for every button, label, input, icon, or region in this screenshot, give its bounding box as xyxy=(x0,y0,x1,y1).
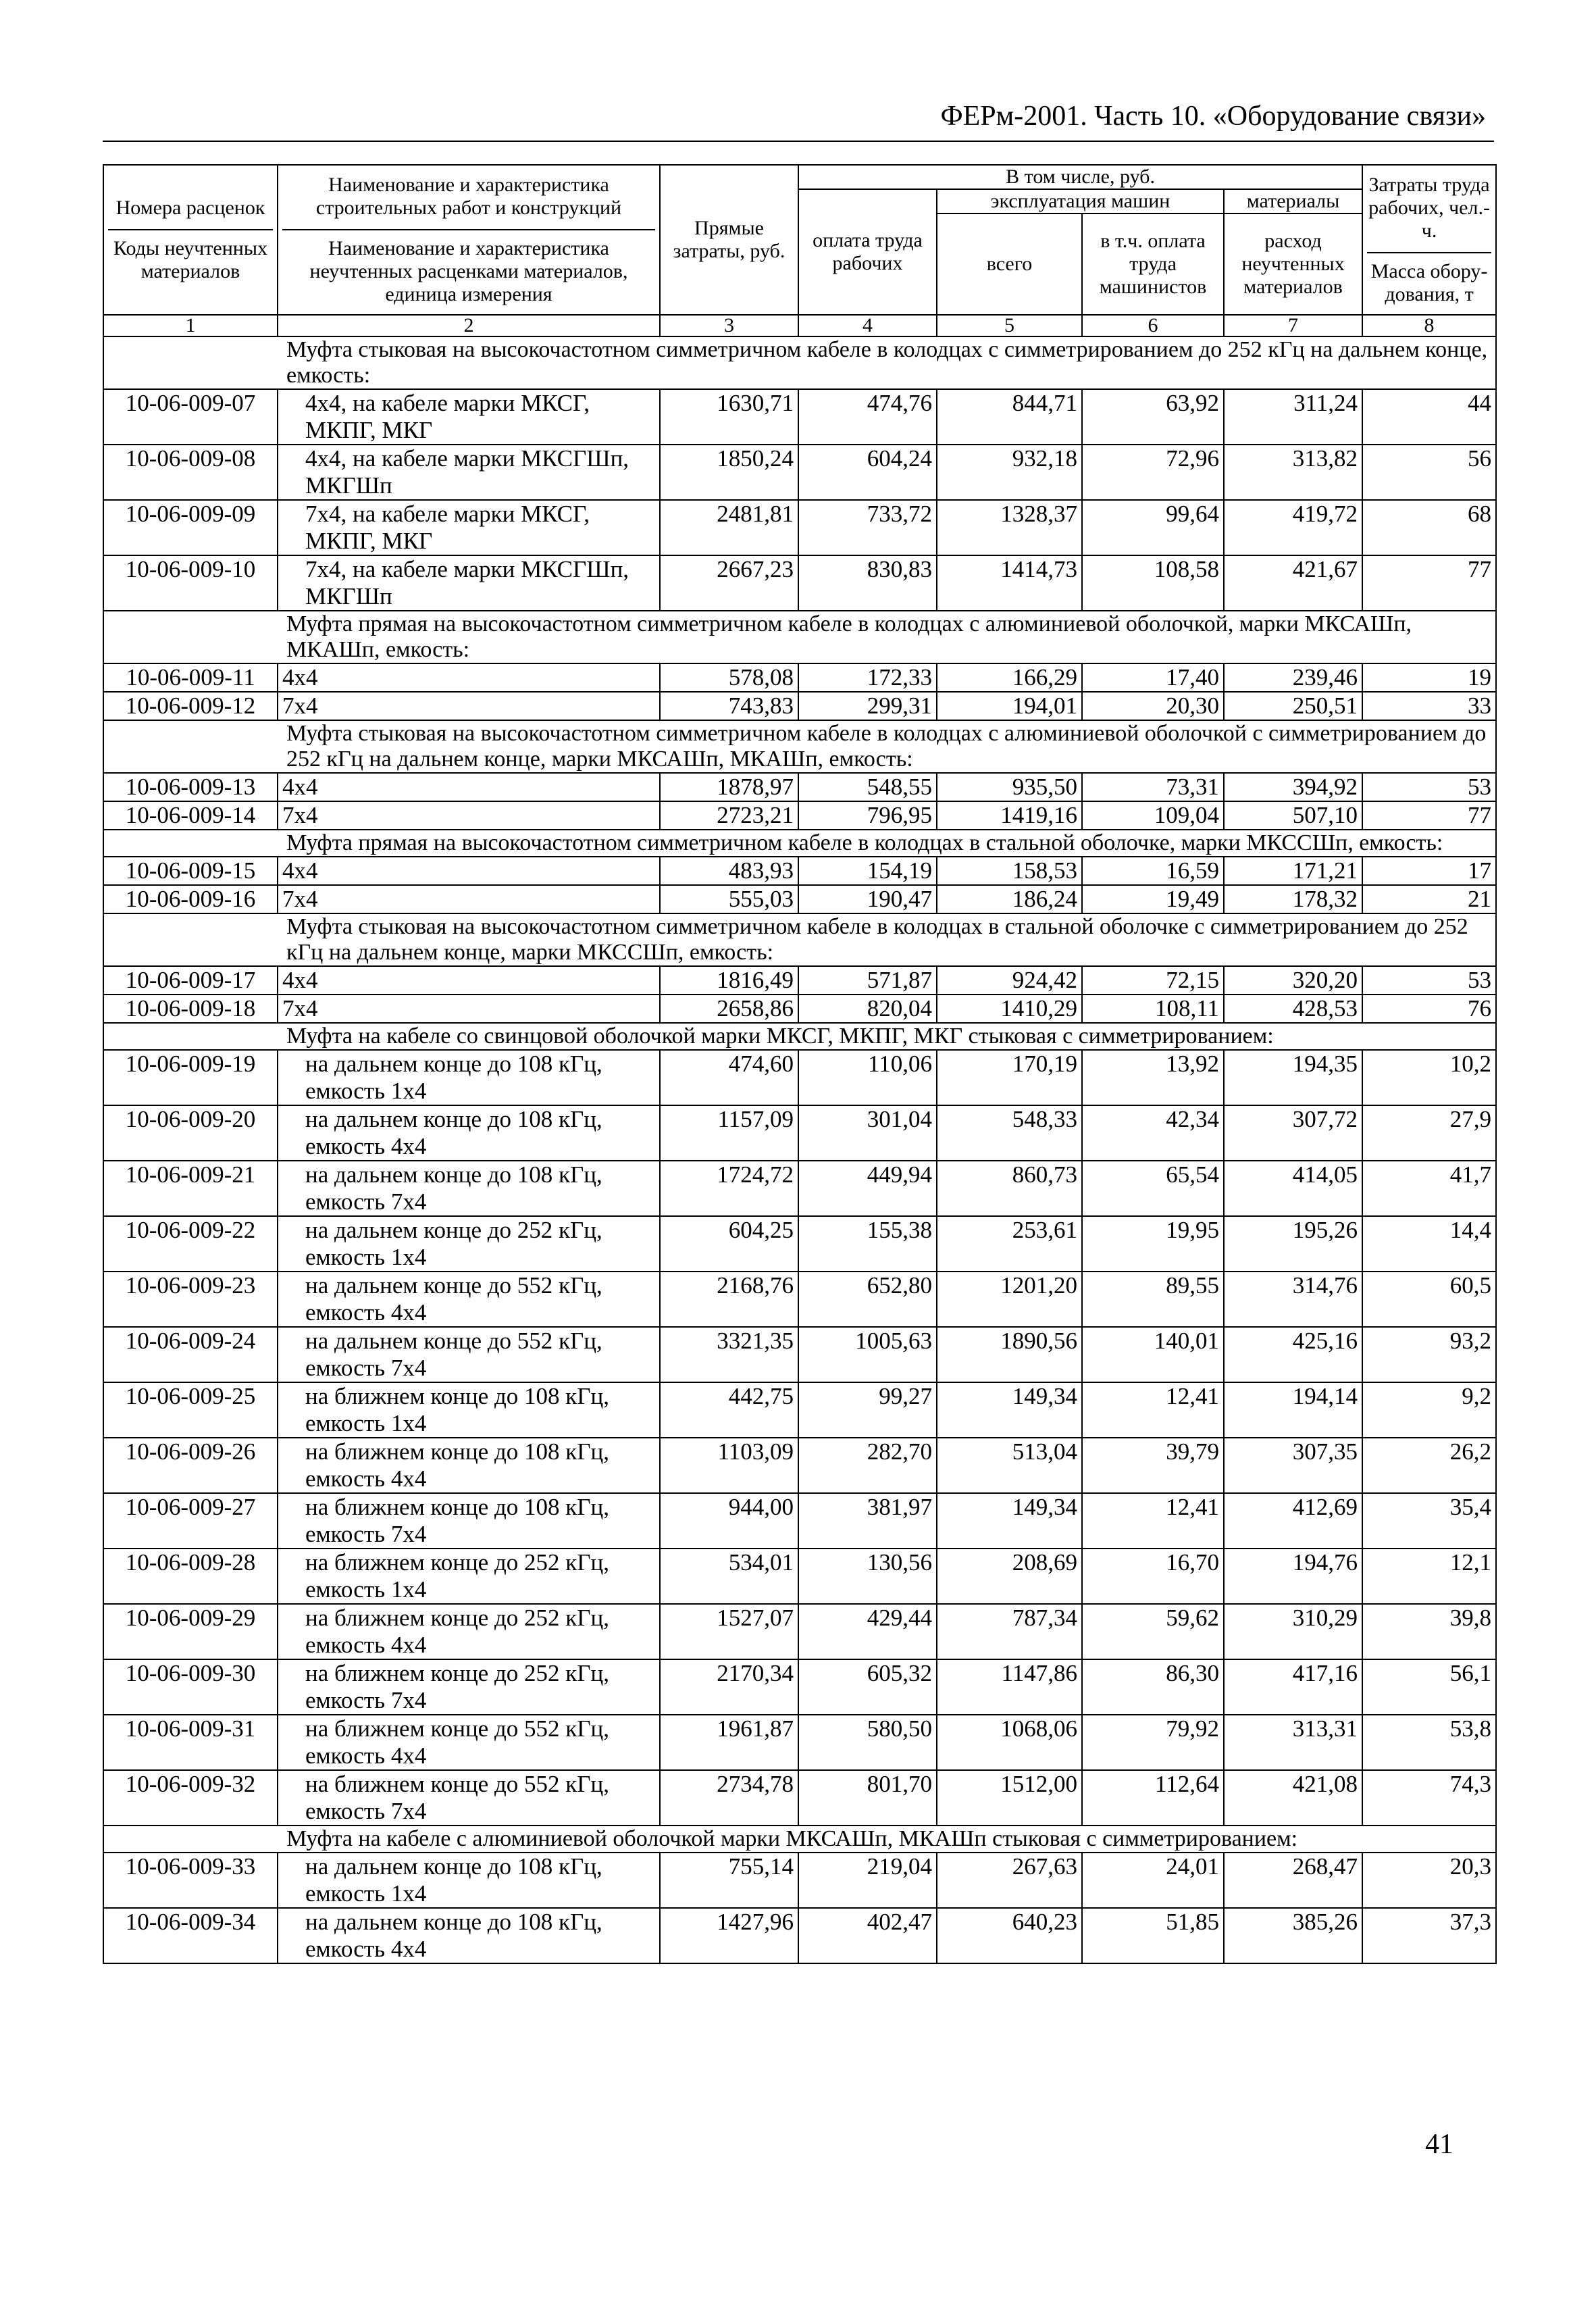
rate-code-cell: 10-06-009-23 xyxy=(103,1272,278,1327)
materials-cell: 419,72 xyxy=(1224,500,1362,555)
work-name-cell: на ближнем конце до 552 кГц, емкость 4х4 xyxy=(278,1715,660,1770)
machinists-pay-cell: 79,92 xyxy=(1082,1715,1224,1770)
direct-cost-cell: 1850,24 xyxy=(660,445,798,500)
direct-cost-cell: 442,75 xyxy=(660,1382,798,1438)
machinists-pay-cell: 99,64 xyxy=(1082,500,1224,555)
header-col3: Прямые затраты, руб. xyxy=(660,165,798,315)
machines-total-cell: 1512,00 xyxy=(937,1770,1082,1826)
labor-pay-cell: 299,31 xyxy=(798,692,937,720)
machines-total-cell: 932,18 xyxy=(937,445,1082,500)
work-name-cell: на дальнем конце до 552 кГц, емкость 7х4 xyxy=(278,1327,660,1382)
work-name-cell: на ближнем конце до 108 кГц, емкость 4х4 xyxy=(278,1438,660,1493)
labor-pay-cell: 402,47 xyxy=(798,1908,937,1963)
materials-cell: 313,82 xyxy=(1224,445,1362,500)
section-title: Муфта стыковая на высокочастотном симметричном кабеле в колодцах с симметрированием до 252 кГц на дальнем конце, емкость: xyxy=(103,336,1496,389)
section-title: Муфта прямая на высокочастотном симметричном кабеле в колодцах в стальной оболочке, марки МКССШп, емкость: xyxy=(103,830,1496,857)
work-name-cell: 4х4, на кабеле марки МКСГ, МКПГ, МКГ xyxy=(278,389,660,445)
labor-hours-cell: 26,2 xyxy=(1362,1438,1496,1493)
direct-cost-cell: 1103,09 xyxy=(660,1438,798,1493)
header-col2 xyxy=(278,165,660,315)
machines-total-cell: 1890,56 xyxy=(937,1327,1082,1382)
machines-total-cell: 1414,73 xyxy=(937,555,1082,611)
running-header: ФЕРм-2001. Часть 10. «Оборудование связи» xyxy=(940,101,1486,132)
direct-cost-cell: 1527,07 xyxy=(660,1604,798,1659)
table-row xyxy=(103,1853,1496,1908)
machinists-pay-cell: 86,30 xyxy=(1082,1659,1224,1715)
rate-code-cell: 10-06-009-25 xyxy=(103,1382,278,1438)
table-row xyxy=(103,1493,1496,1549)
table-row xyxy=(103,663,1496,692)
header-col2-top: Наименование и характеристика строительных работ и конструкций xyxy=(315,174,622,219)
machines-total-cell: 149,34 xyxy=(937,1382,1082,1438)
machinists-pay-cell: 109,04 xyxy=(1082,801,1224,830)
materials-cell: 239,46 xyxy=(1224,663,1362,692)
direct-cost-cell: 604,25 xyxy=(660,1216,798,1272)
work-name-cell: на дальнем конце до 108 кГц, емкость 4х4 xyxy=(278,1908,660,1963)
table-row xyxy=(103,773,1496,801)
direct-cost-cell: 1816,49 xyxy=(660,966,798,995)
direct-cost-cell: 2667,23 xyxy=(660,555,798,611)
labor-pay-cell: 580,50 xyxy=(798,1715,937,1770)
section-title: Муфта стыковая на высокочастотном симметричном кабеле в колодцах с алюминиевой оболочкой с симметрированием до 252 кГц на дальнем конце, марки МКСАШп, МКАШп, емкость: xyxy=(103,720,1496,773)
labor-hours-cell: 14,4 xyxy=(1362,1216,1496,1272)
machines-total-cell: 1201,20 xyxy=(937,1272,1082,1327)
rate-code-cell: 10-06-009-15 xyxy=(103,857,278,885)
table-row xyxy=(103,1327,1496,1382)
labor-hours-cell: 33 xyxy=(1362,692,1496,720)
labor-hours-cell: 77 xyxy=(1362,555,1496,611)
table-row xyxy=(103,1604,1496,1659)
table-row xyxy=(103,1382,1496,1438)
machines-total-cell: 513,04 xyxy=(937,1438,1082,1493)
machines-total-cell: 186,24 xyxy=(937,885,1082,913)
page-number: 41 xyxy=(1425,2129,1453,2160)
machines-total-cell: 844,71 xyxy=(937,389,1082,445)
work-name-cell: 4х4, на кабеле марки МКСГШп, МКГШп xyxy=(278,445,660,500)
section-header-row xyxy=(103,336,1496,389)
header-col7: расход неучтенных материалов xyxy=(1224,213,1362,315)
table-row xyxy=(103,1438,1496,1493)
direct-cost-cell: 944,00 xyxy=(660,1493,798,1549)
machinists-pay-cell: 140,01 xyxy=(1082,1327,1224,1382)
machinists-pay-cell: 63,92 xyxy=(1082,389,1224,445)
header-materials: материалы xyxy=(1224,189,1362,213)
labor-pay-cell: 548,55 xyxy=(798,773,937,801)
machinists-pay-cell: 65,54 xyxy=(1082,1161,1224,1216)
rate-code-cell: 10-06-009-24 xyxy=(103,1327,278,1382)
direct-cost-cell: 1878,97 xyxy=(660,773,798,801)
header-col1-bottom: Коды неучтенных материалов xyxy=(108,229,273,283)
work-name-cell: на ближнем конце до 252 кГц, емкость 4х4 xyxy=(278,1604,660,1659)
direct-cost-cell: 755,14 xyxy=(660,1853,798,1908)
rate-code-cell: 10-06-009-29 xyxy=(103,1604,278,1659)
rate-code-cell: 10-06-009-28 xyxy=(103,1549,278,1604)
materials-cell: 195,26 xyxy=(1224,1216,1362,1272)
column-number: 1 xyxy=(103,315,278,336)
materials-cell: 250,51 xyxy=(1224,692,1362,720)
column-number: 6 xyxy=(1082,315,1224,336)
materials-cell: 421,08 xyxy=(1224,1770,1362,1826)
labor-hours-cell: 37,3 xyxy=(1362,1908,1496,1963)
labor-pay-cell: 429,44 xyxy=(798,1604,937,1659)
labor-hours-cell: 39,8 xyxy=(1362,1604,1496,1659)
rate-code-cell: 10-06-009-10 xyxy=(103,555,278,611)
materials-cell: 307,35 xyxy=(1224,1438,1362,1493)
machinists-pay-cell: 16,70 xyxy=(1082,1549,1224,1604)
labor-hours-cell: 44 xyxy=(1362,389,1496,445)
labor-pay-cell: 110,06 xyxy=(798,1050,937,1105)
header-col2-bottom: Наименование и характеристика неучтенных расценками материалов, единица измерения xyxy=(282,229,655,306)
materials-cell: 314,76 xyxy=(1224,1272,1362,1327)
labor-pay-cell: 219,04 xyxy=(798,1853,937,1908)
labor-pay-cell: 733,72 xyxy=(798,500,937,555)
labor-pay-cell: 474,76 xyxy=(798,389,937,445)
labor-pay-cell: 571,87 xyxy=(798,966,937,995)
header-col1-top: Номера расценок xyxy=(115,197,265,219)
labor-pay-cell: 99,27 xyxy=(798,1382,937,1438)
section-title: Муфта на кабеле с алюминиевой оболочкой марки МКСАШп, МКАШп стыковая с симметрированием: xyxy=(103,1826,1496,1853)
labor-hours-cell: 74,3 xyxy=(1362,1770,1496,1826)
work-name-cell: 4х4 xyxy=(278,857,660,885)
labor-hours-cell: 41,7 xyxy=(1362,1161,1496,1216)
table-header xyxy=(103,165,1496,336)
labor-pay-cell: 301,04 xyxy=(798,1105,937,1161)
work-name-cell: 4х4 xyxy=(278,663,660,692)
labor-hours-cell: 53 xyxy=(1362,773,1496,801)
column-number: 5 xyxy=(937,315,1082,336)
column-numbers-row xyxy=(103,315,1496,336)
direct-cost-cell: 2723,21 xyxy=(660,801,798,830)
table-row xyxy=(103,389,1496,445)
column-number: 8 xyxy=(1362,315,1496,336)
machines-total-cell: 1328,37 xyxy=(937,500,1082,555)
labor-pay-cell: 190,47 xyxy=(798,885,937,913)
column-number: 7 xyxy=(1224,315,1362,336)
materials-cell: 425,16 xyxy=(1224,1327,1362,1382)
materials-cell: 194,76 xyxy=(1224,1549,1362,1604)
table-row xyxy=(103,500,1496,555)
labor-pay-cell: 172,33 xyxy=(798,663,937,692)
materials-cell: 320,20 xyxy=(1224,966,1362,995)
work-name-cell: 7х4, на кабеле марки МКСГШп, МКГШп xyxy=(278,555,660,611)
materials-cell: 421,67 xyxy=(1224,555,1362,611)
direct-cost-cell: 743,83 xyxy=(660,692,798,720)
machines-total-cell: 1419,16 xyxy=(937,801,1082,830)
work-name-cell: на ближнем конце до 552 кГц, емкость 7х4 xyxy=(278,1770,660,1826)
materials-cell: 268,47 xyxy=(1224,1853,1362,1908)
machines-total-cell: 267,63 xyxy=(937,1853,1082,1908)
column-number: 2 xyxy=(278,315,660,336)
rate-code-cell: 10-06-009-13 xyxy=(103,773,278,801)
header-col8-bottom: Масса обору-дования, т xyxy=(1367,252,1491,306)
machines-total-cell: 1068,06 xyxy=(937,1715,1082,1770)
labor-pay-cell: 604,24 xyxy=(798,445,937,500)
machines-total-cell: 170,19 xyxy=(937,1050,1082,1105)
machinists-pay-cell: 16,59 xyxy=(1082,857,1224,885)
materials-cell: 412,69 xyxy=(1224,1493,1362,1549)
direct-cost-cell: 1961,87 xyxy=(660,1715,798,1770)
direct-cost-cell: 483,93 xyxy=(660,857,798,885)
table-row xyxy=(103,801,1496,830)
rate-code-cell: 10-06-009-14 xyxy=(103,801,278,830)
labor-pay-cell: 282,70 xyxy=(798,1438,937,1493)
materials-cell: 428,53 xyxy=(1224,995,1362,1023)
labor-pay-cell: 449,94 xyxy=(798,1161,937,1216)
rate-code-cell: 10-06-009-31 xyxy=(103,1715,278,1770)
header-col5: всего xyxy=(937,213,1082,315)
work-name-cell: 7х4, на кабеле марки МКСГ, МКПГ, МКГ xyxy=(278,500,660,555)
section-title: Муфта стыковая на высокочастотном симметричном кабеле в колодцах в стальной оболочке с симметрированием до 252 кГц на дальнем конце, марки МКССШп, емкость: xyxy=(103,913,1496,966)
direct-cost-cell: 1630,71 xyxy=(660,389,798,445)
materials-cell: 507,10 xyxy=(1224,801,1362,830)
table-row xyxy=(103,1659,1496,1715)
machinists-pay-cell: 59,62 xyxy=(1082,1604,1224,1659)
column-number: 4 xyxy=(798,315,937,336)
machinists-pay-cell: 108,58 xyxy=(1082,555,1224,611)
materials-cell: 194,35 xyxy=(1224,1050,1362,1105)
machinists-pay-cell: 19,95 xyxy=(1082,1216,1224,1272)
labor-hours-cell: 20,3 xyxy=(1362,1853,1496,1908)
machinists-pay-cell: 112,64 xyxy=(1082,1770,1224,1826)
machinists-pay-cell: 39,79 xyxy=(1082,1438,1224,1493)
labor-hours-cell: 56,1 xyxy=(1362,1659,1496,1715)
machines-total-cell: 208,69 xyxy=(937,1549,1082,1604)
materials-cell: 307,72 xyxy=(1224,1105,1362,1161)
header-col1 xyxy=(103,165,278,315)
rates-table xyxy=(103,164,1497,1964)
labor-hours-cell: 10,2 xyxy=(1362,1050,1496,1105)
materials-cell: 394,92 xyxy=(1224,773,1362,801)
materials-cell: 310,29 xyxy=(1224,1604,1362,1659)
section-title: Муфта прямая на высокочастотном симметричном кабеле в колодцах с алюминиевой оболочкой, марки МКСАШп, МКАШп, емкость: xyxy=(103,611,1496,663)
header-group: В том числе, руб. xyxy=(798,165,1362,189)
direct-cost-cell: 2481,81 xyxy=(660,500,798,555)
rate-code-cell: 10-06-009-18 xyxy=(103,995,278,1023)
section-header-row xyxy=(103,720,1496,773)
direct-cost-cell: 3321,35 xyxy=(660,1327,798,1382)
labor-hours-cell: 53 xyxy=(1362,966,1496,995)
machinists-pay-cell: 89,55 xyxy=(1082,1272,1224,1327)
machines-total-cell: 1410,29 xyxy=(937,995,1082,1023)
header-rule xyxy=(103,141,1494,142)
rate-code-cell: 10-06-009-27 xyxy=(103,1493,278,1549)
table-row xyxy=(103,1715,1496,1770)
rate-code-cell: 10-06-009-33 xyxy=(103,1853,278,1908)
rate-code-cell: 10-06-009-17 xyxy=(103,966,278,995)
work-name-cell: на ближнем конце до 108 кГц, емкость 1х4 xyxy=(278,1382,660,1438)
machinists-pay-cell: 13,92 xyxy=(1082,1050,1224,1105)
labor-hours-cell: 93,2 xyxy=(1362,1327,1496,1382)
labor-hours-cell: 27,9 xyxy=(1362,1105,1496,1161)
machinists-pay-cell: 19,49 xyxy=(1082,885,1224,913)
work-name-cell: 4х4 xyxy=(278,966,660,995)
table-row xyxy=(103,1161,1496,1216)
rate-code-cell: 10-06-009-09 xyxy=(103,500,278,555)
table-body xyxy=(103,336,1496,1963)
machinists-pay-cell: 72,15 xyxy=(1082,966,1224,995)
machines-total-cell: 194,01 xyxy=(937,692,1082,720)
work-name-cell: на дальнем конце до 252 кГц, емкость 1х4 xyxy=(278,1216,660,1272)
header-col4: оплата труда рабочих xyxy=(798,189,937,315)
materials-cell: 414,05 xyxy=(1224,1161,1362,1216)
section-header-row xyxy=(103,611,1496,663)
direct-cost-cell: 1427,96 xyxy=(660,1908,798,1963)
table-row xyxy=(103,445,1496,500)
machinists-pay-cell: 42,34 xyxy=(1082,1105,1224,1161)
work-name-cell: на ближнем конце до 252 кГц, емкость 1х4 xyxy=(278,1549,660,1604)
labor-pay-cell: 801,70 xyxy=(798,1770,937,1826)
labor-hours-cell: 77 xyxy=(1362,801,1496,830)
materials-cell: 178,32 xyxy=(1224,885,1362,913)
direct-cost-cell: 2658,86 xyxy=(660,995,798,1023)
machines-total-cell: 1147,86 xyxy=(937,1659,1082,1715)
table-row xyxy=(103,857,1496,885)
materials-cell: 194,14 xyxy=(1224,1382,1362,1438)
rate-code-cell: 10-06-009-08 xyxy=(103,445,278,500)
labor-hours-cell: 35,4 xyxy=(1362,1493,1496,1549)
rate-code-cell: 10-06-009-11 xyxy=(103,663,278,692)
rate-code-cell: 10-06-009-30 xyxy=(103,1659,278,1715)
rate-code-cell: 10-06-009-19 xyxy=(103,1050,278,1105)
machinists-pay-cell: 24,01 xyxy=(1082,1853,1224,1908)
rate-code-cell: 10-06-009-21 xyxy=(103,1161,278,1216)
labor-hours-cell: 9,2 xyxy=(1362,1382,1496,1438)
machinists-pay-cell: 12,41 xyxy=(1082,1493,1224,1549)
table-row xyxy=(103,555,1496,611)
machines-total-cell: 787,34 xyxy=(937,1604,1082,1659)
machines-total-cell: 860,73 xyxy=(937,1161,1082,1216)
machines-total-cell: 253,61 xyxy=(937,1216,1082,1272)
labor-pay-cell: 1005,63 xyxy=(798,1327,937,1382)
machinists-pay-cell: 73,31 xyxy=(1082,773,1224,801)
table-row xyxy=(103,1272,1496,1327)
machines-total-cell: 149,34 xyxy=(937,1493,1082,1549)
table-row xyxy=(103,1216,1496,1272)
rate-code-cell: 10-06-009-22 xyxy=(103,1216,278,1272)
work-name-cell: на дальнем конце до 108 кГц, емкость 1х4 xyxy=(278,1853,660,1908)
header-col8-top: Затраты труда рабочих, чел.-ч. xyxy=(1368,174,1490,242)
table-row xyxy=(103,966,1496,995)
section-header-row xyxy=(103,1023,1496,1050)
direct-cost-cell: 2168,76 xyxy=(660,1272,798,1327)
table-row xyxy=(103,995,1496,1023)
machinists-pay-cell: 20,30 xyxy=(1082,692,1224,720)
machines-total-cell: 924,42 xyxy=(937,966,1082,995)
direct-cost-cell: 1724,72 xyxy=(660,1161,798,1216)
direct-cost-cell: 1157,09 xyxy=(660,1105,798,1161)
work-name-cell: на дальнем конце до 108 кГц, емкость 1х4 xyxy=(278,1050,660,1105)
labor-pay-cell: 154,19 xyxy=(798,857,937,885)
work-name-cell: 7х4 xyxy=(278,692,660,720)
table-row xyxy=(103,1549,1496,1604)
labor-hours-cell: 19 xyxy=(1362,663,1496,692)
table-row xyxy=(103,1050,1496,1105)
labor-pay-cell: 381,97 xyxy=(798,1493,937,1549)
labor-pay-cell: 130,56 xyxy=(798,1549,937,1604)
work-name-cell: на ближнем конце до 108 кГц, емкость 7х4 xyxy=(278,1493,660,1549)
labor-pay-cell: 820,04 xyxy=(798,995,937,1023)
materials-cell: 417,16 xyxy=(1224,1659,1362,1715)
machines-total-cell: 158,53 xyxy=(937,857,1082,885)
rate-code-cell: 10-06-009-32 xyxy=(103,1770,278,1826)
labor-hours-cell: 12,1 xyxy=(1362,1549,1496,1604)
direct-cost-cell: 2734,78 xyxy=(660,1770,798,1826)
machinists-pay-cell: 51,85 xyxy=(1082,1908,1224,1963)
labor-hours-cell: 53,8 xyxy=(1362,1715,1496,1770)
direct-cost-cell: 2170,34 xyxy=(660,1659,798,1715)
machines-total-cell: 548,33 xyxy=(937,1105,1082,1161)
machines-total-cell: 640,23 xyxy=(937,1908,1082,1963)
section-header-row xyxy=(103,1826,1496,1853)
labor-pay-cell: 652,80 xyxy=(798,1272,937,1327)
direct-cost-cell: 534,01 xyxy=(660,1549,798,1604)
labor-pay-cell: 155,38 xyxy=(798,1216,937,1272)
machinists-pay-cell: 72,96 xyxy=(1082,445,1224,500)
machinists-pay-cell: 12,41 xyxy=(1082,1382,1224,1438)
table-row xyxy=(103,1105,1496,1161)
labor-hours-cell: 76 xyxy=(1362,995,1496,1023)
section-header-row xyxy=(103,913,1496,966)
rate-code-cell: 10-06-009-12 xyxy=(103,692,278,720)
section-header-row xyxy=(103,830,1496,857)
rate-code-cell: 10-06-009-07 xyxy=(103,389,278,445)
labor-hours-cell: 60,5 xyxy=(1362,1272,1496,1327)
work-name-cell: 4х4 xyxy=(278,773,660,801)
materials-cell: 311,24 xyxy=(1224,389,1362,445)
header-col6: в т.ч. оплата труда машинистов xyxy=(1082,213,1224,315)
work-name-cell: на дальнем конце до 552 кГц, емкость 4х4 xyxy=(278,1272,660,1327)
rate-code-cell: 10-06-009-16 xyxy=(103,885,278,913)
labor-hours-cell: 56 xyxy=(1362,445,1496,500)
labor-pay-cell: 796,95 xyxy=(798,801,937,830)
section-title: Муфта на кабеле со свинцовой оболочкой марки МКСГ, МКПГ, МКГ стыковая с симметрированием: xyxy=(103,1023,1496,1050)
header-machines: эксплуатация машин xyxy=(937,189,1224,213)
work-name-cell: 7х4 xyxy=(278,885,660,913)
header-col8 xyxy=(1362,165,1496,315)
materials-cell: 171,21 xyxy=(1224,857,1362,885)
labor-pay-cell: 830,83 xyxy=(798,555,937,611)
labor-hours-cell: 21 xyxy=(1362,885,1496,913)
machinists-pay-cell: 108,11 xyxy=(1082,995,1224,1023)
rate-code-cell: 10-06-009-26 xyxy=(103,1438,278,1493)
materials-cell: 385,26 xyxy=(1224,1908,1362,1963)
machinists-pay-cell: 17,40 xyxy=(1082,663,1224,692)
machines-total-cell: 166,29 xyxy=(937,663,1082,692)
labor-pay-cell: 605,32 xyxy=(798,1659,937,1715)
labor-hours-cell: 68 xyxy=(1362,500,1496,555)
materials-cell: 313,31 xyxy=(1224,1715,1362,1770)
direct-cost-cell: 578,08 xyxy=(660,663,798,692)
table-row xyxy=(103,1908,1496,1963)
direct-cost-cell: 474,60 xyxy=(660,1050,798,1105)
column-number: 3 xyxy=(660,315,798,336)
table-row xyxy=(103,885,1496,913)
table-row xyxy=(103,1770,1496,1826)
work-name-cell: на дальнем конце до 108 кГц, емкость 7х4 xyxy=(278,1161,660,1216)
direct-cost-cell: 555,03 xyxy=(660,885,798,913)
table-row xyxy=(103,692,1496,720)
rate-code-cell: 10-06-009-20 xyxy=(103,1105,278,1161)
work-name-cell: 7х4 xyxy=(278,995,660,1023)
work-name-cell: 7х4 xyxy=(278,801,660,830)
work-name-cell: на дальнем конце до 108 кГц, емкость 4х4 xyxy=(278,1105,660,1161)
rate-code-cell: 10-06-009-34 xyxy=(103,1908,278,1963)
labor-hours-cell: 17 xyxy=(1362,857,1496,885)
machines-total-cell: 935,50 xyxy=(937,773,1082,801)
work-name-cell: на ближнем конце до 252 кГц, емкость 7х4 xyxy=(278,1659,660,1715)
